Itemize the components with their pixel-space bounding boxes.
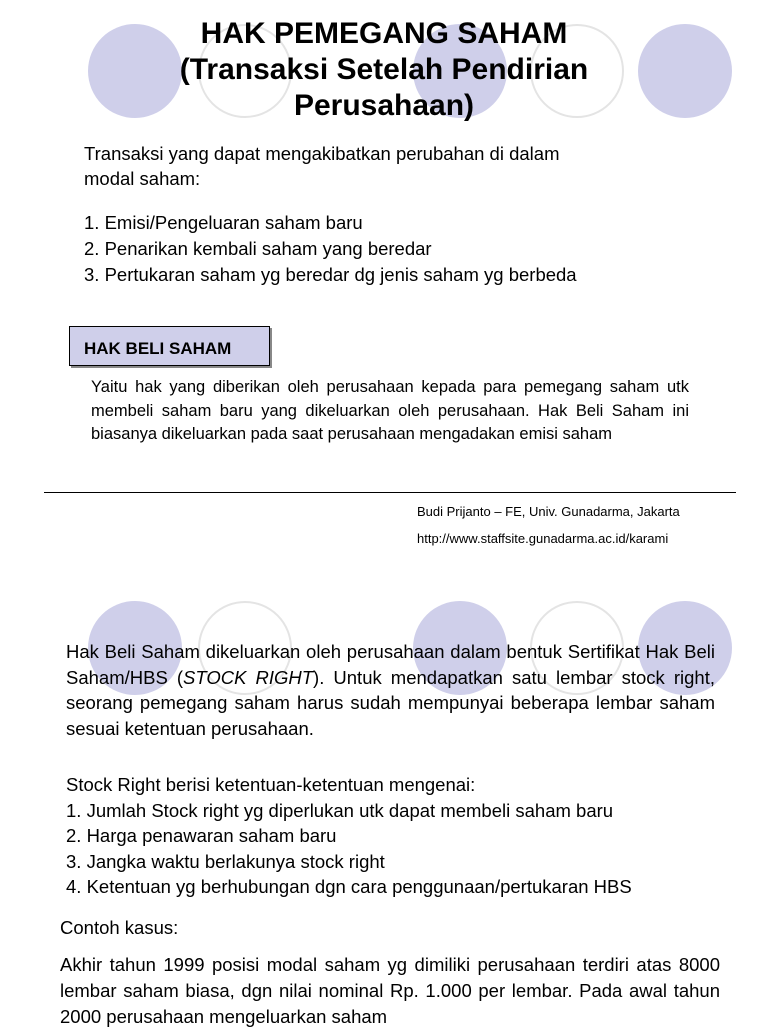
list-item: 3. Pertukaran saham yg beredar dg jenis saham yg berbeda [84,264,577,285]
list-item: 1. Emisi/Pengeluaran saham baru [84,212,363,233]
paragraph-text: ). Untuk mendapatkan satu lembar stock right, seorang pemegang saham harus sudah mempunyai beberapa lembar saham sesuai ketentuan perusahaan. [66,666,715,739]
list-item: 1. Jumlah Stock right yg diperlukan utk dapat membeli saham baru [66,799,614,821]
stock-right-list [66,798,736,900]
list-item: 2. Penarikan kembali saham yang beredar [84,238,432,259]
case-text: Akhir tahun 1999 posisi modal saham yg dimiliki perusahaan terdiri atas 8000 lembar saham biasa, dgn nilai nominal Rp. 1.000 per lembar. Pada awal tahun 2000 perusahaan mengeluarkan saham [60,954,720,1027]
list-item: 2. Harga penawaran saham baru [66,825,337,846]
title-line: HAK PEMEGANG SAHAM [200,17,568,50]
intro-text: Transaksi yang dapat mengakibatkan perubahan di dalam [84,143,560,164]
hbs-paragraph [66,639,715,741]
list-item: 4. Ketentuan yg berhubungan dgn cara penggunaan/pertukaran HBS [66,876,632,897]
definition-text: Yaitu hak yang diberikan oleh perusahaan kepada para pemegang saham utk membeli saham baru yang dikeluarkan oleh perusahaan. Hak Beli Saham ini biasanya dikeluarkan pada saat perusahaan mengadakan emisi saham [91,378,689,443]
divider-line [44,492,736,493]
case-label: Contoh kasus: [60,917,179,938]
section-label-box: HAK BELI SAHAM [69,326,270,366]
title-line: Perusahaan) [293,89,475,122]
footer-url: http://www.staffsite.gunadarma.ac.id/karami [417,531,669,546]
slide-title [84,16,684,124]
intro-text: modal saham: [84,168,201,189]
stock-right-section [66,772,736,900]
footer-author: Budi Prijanto – FE, Univ. Gunadarma, Jakarta [417,504,680,519]
paragraph-text: Hak Beli Saham dikeluarkan oleh perusahaan dalam bentuk Sertifikat Hak Beli Saham/HBS ( [66,641,715,688]
list-intro: Stock Right berisi ketentuan-ketentuan mengenai: [66,774,476,795]
title-line: (Transaksi Setelah Pendirian [179,53,589,86]
list-item: 3. Jangka waktu berlakunya stock right [66,850,385,872]
transaction-list [84,210,577,288]
stock-right-term: STOCK RIGHT [183,666,314,688]
